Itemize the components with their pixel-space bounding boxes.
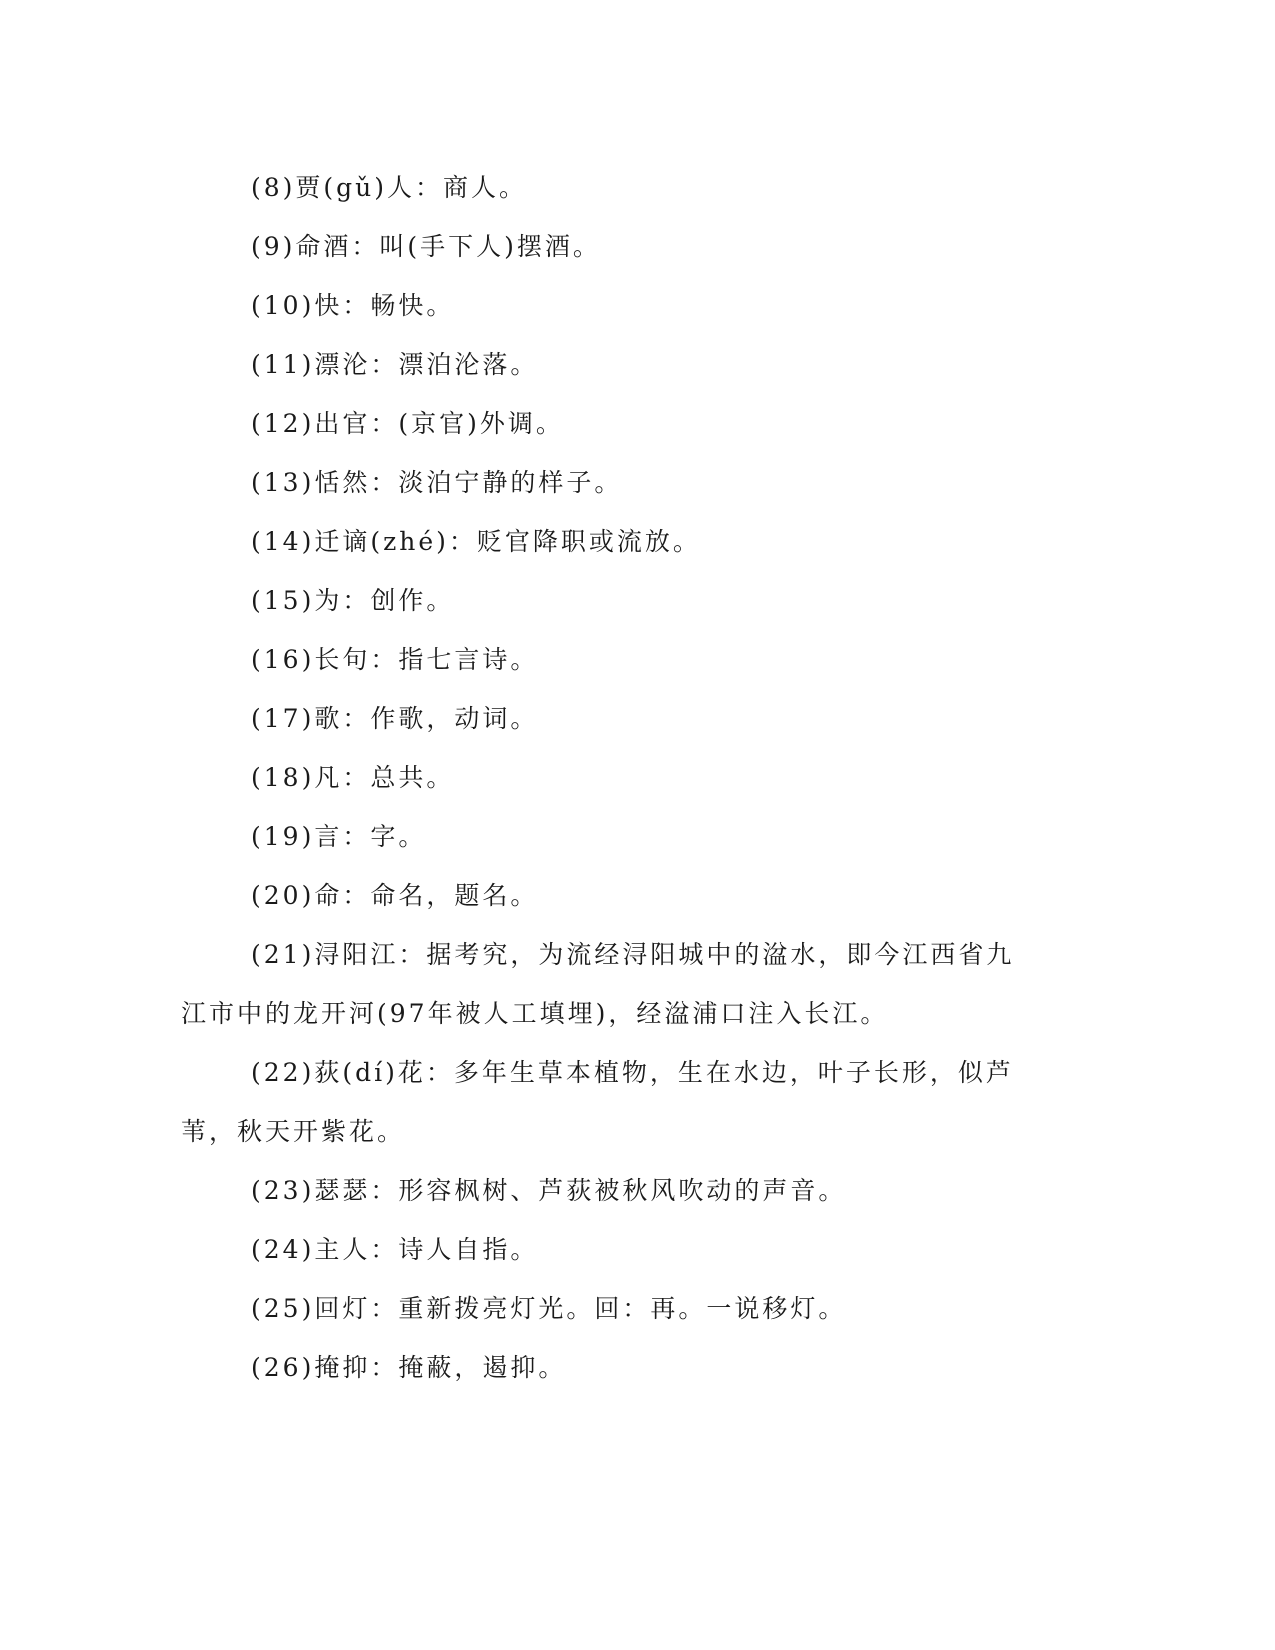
annotation-list [181, 158, 1041, 1397]
note-10: (10)快：畅快。 [251, 291, 455, 320]
note-13: (13)恬然：淡泊宁静的样子。 [251, 468, 623, 497]
note-14: (14)迁谪(zhé)：贬官降职或流放。 [251, 527, 701, 556]
note-25: (25)回灯：重新拨亮灯光。回：再。一说移灯。 [251, 1294, 847, 1323]
note-20: (20)命：命名，题名。 [251, 881, 539, 910]
note-23: (23)瑟瑟：形容枫树、芦荻被秋风吹动的声音。 [251, 1176, 847, 1205]
note-26: (26)掩抑：掩蔽，遏抑。 [251, 1353, 567, 1382]
note-17: (17)歌：作歌，动词。 [251, 704, 539, 733]
note-22: (22)荻(dí)花：多年生草本植物，生在水边，叶子长形，似芦苇，秋天开紫花。 [181, 1058, 1014, 1146]
note-21: (21)浔阳江：据考究，为流经浔阳城中的湓水，即今江西省九江市中的龙开河(97年被人工填埋)，经湓浦口注入长江。 [181, 940, 1015, 1028]
note-9: (9)命酒：叫(手下人)摆酒。 [251, 232, 601, 261]
note-11: (11)漂沦：漂泊沦落。 [251, 350, 539, 379]
note-15: (15)为：创作。 [251, 586, 455, 615]
note-8: (8)贾(gǔ)人：商人。 [251, 173, 528, 202]
note-12: (12)出官：(京官)外调。 [251, 409, 564, 438]
note-18: (18)凡：总共。 [251, 763, 455, 792]
note-16: (16)长句：指七言诗。 [251, 645, 539, 674]
note-19: (19)言：字。 [251, 822, 427, 851]
note-24: (24)主人：诗人自指。 [251, 1235, 539, 1264]
